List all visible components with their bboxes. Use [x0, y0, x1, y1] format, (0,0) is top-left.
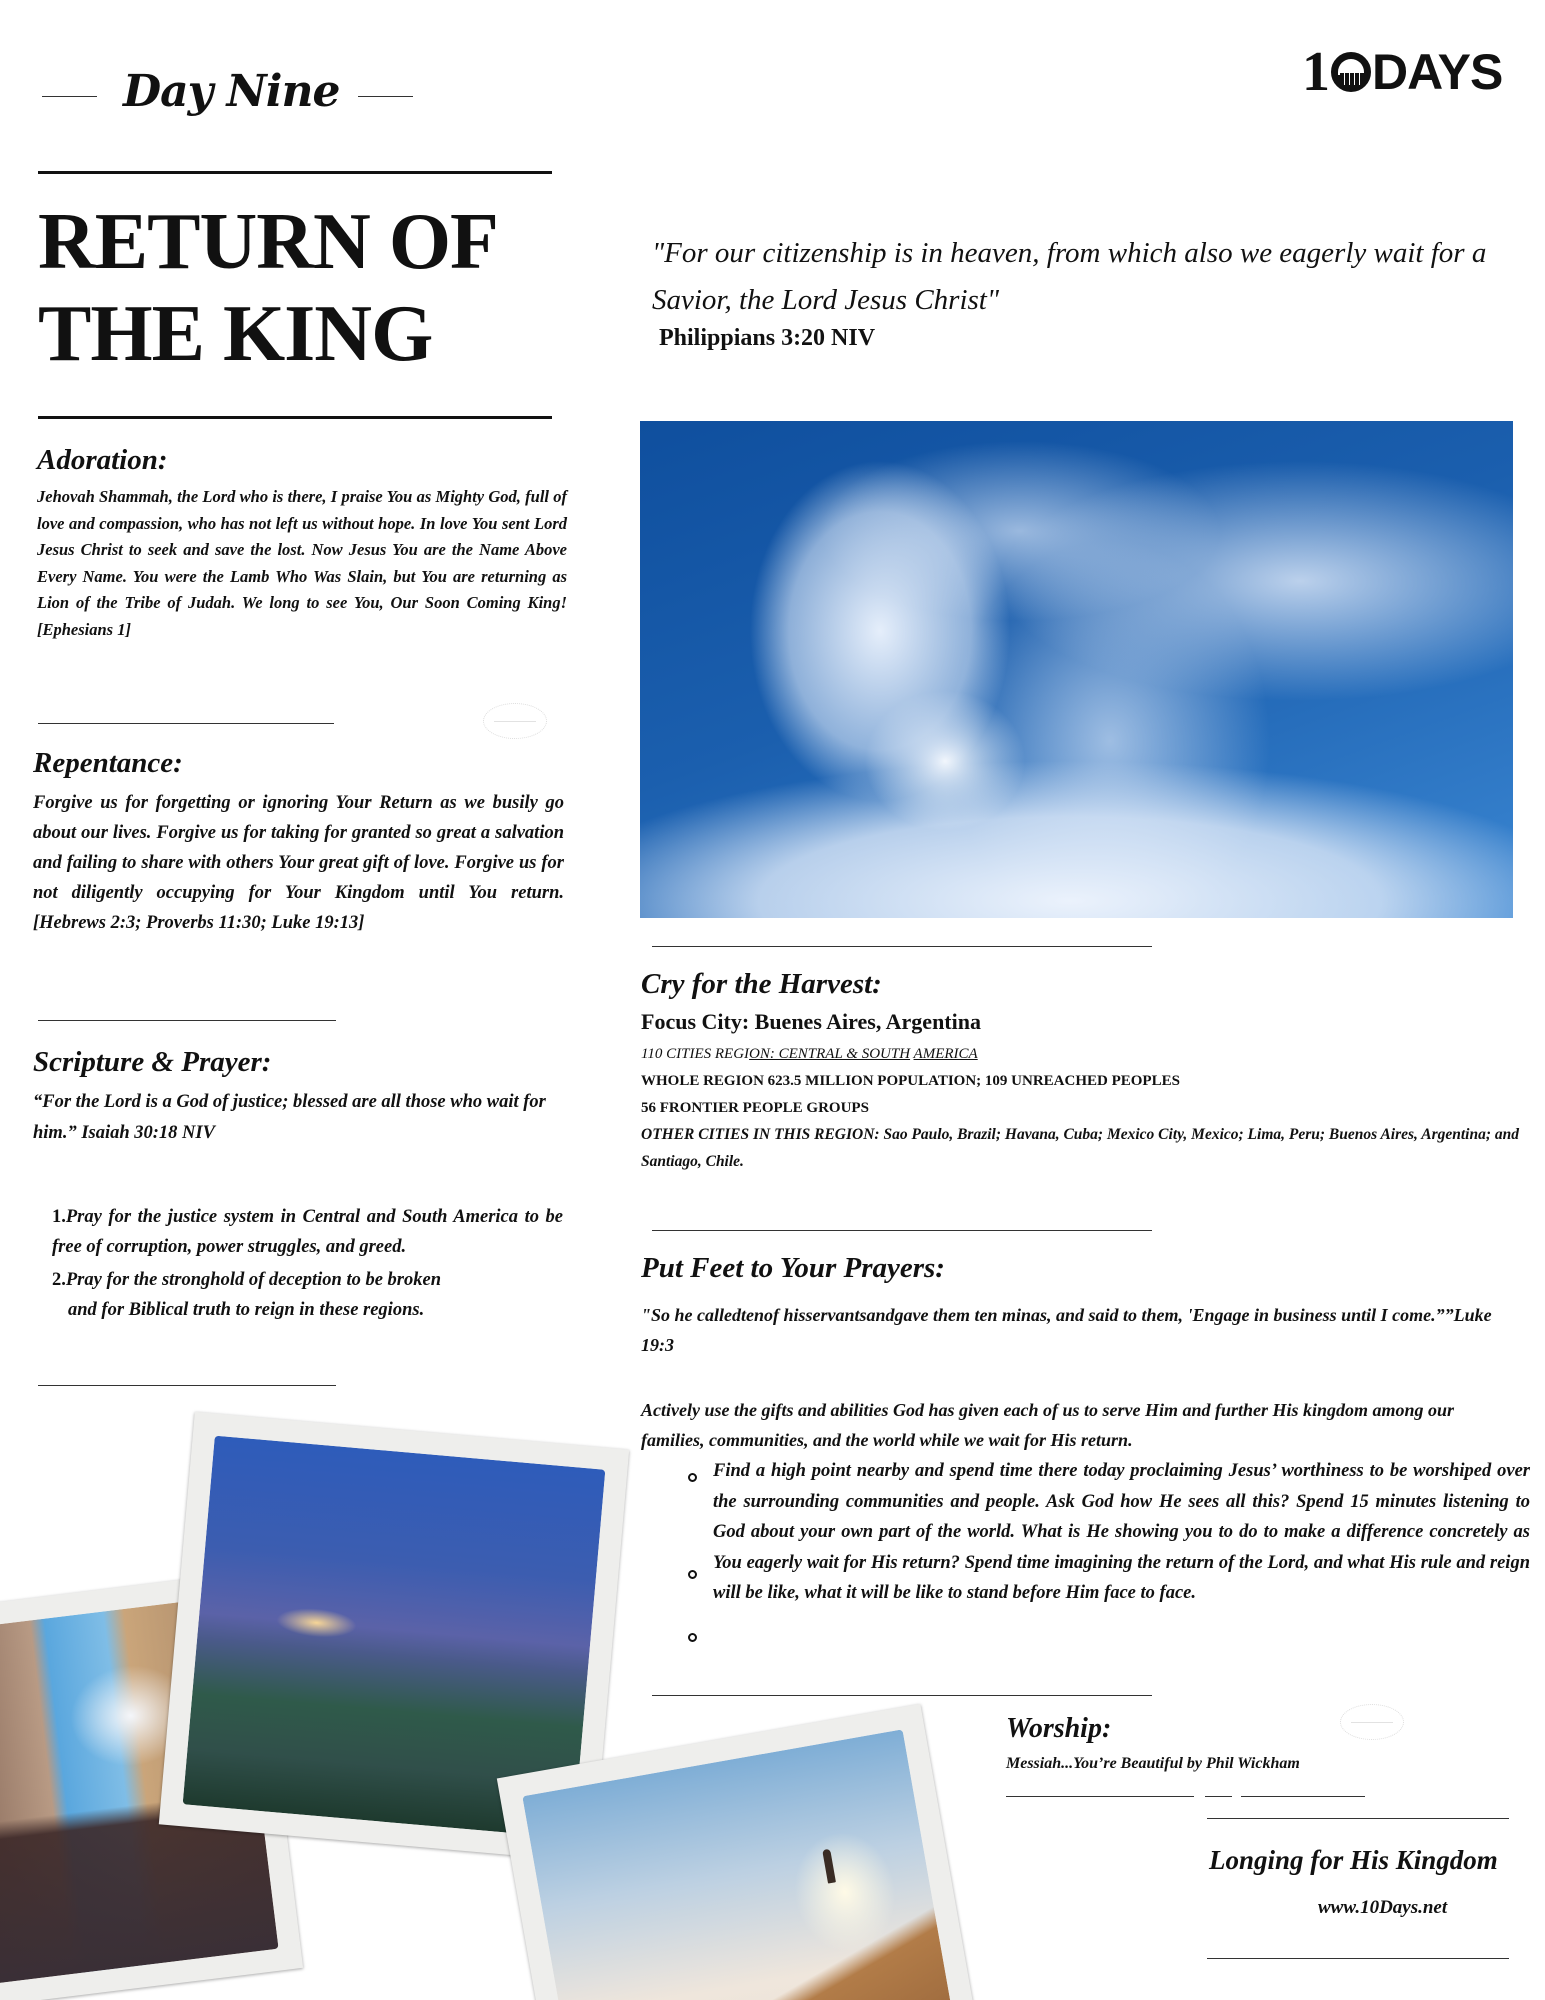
prayer-list: [52, 1202, 563, 1325]
prayer-item: [52, 1265, 563, 1325]
prayer-item-text: Pray for the justice system in Central and South America to be free of corruption, power struggles, and greed.: [52, 1207, 563, 1257]
website-link[interactable]: www.10Days.net: [1318, 1897, 1448, 1918]
mountain-peak-image: [522, 1729, 967, 2000]
page-title-line2: THE KING: [38, 290, 433, 378]
repentance-text: Forgive us for forgetting or ignoring Your Return as we busily go about our lives. Forgive us for taking for granted so great a salvation and failing to share with others Your great gift of love. Forgive us for not diligently occupying for Your Kingdom until You return. [Hebrews 2:3; Proverbs 11:30; Luke 19:13]: [33, 793, 564, 933]
person-silhouette: [822, 1849, 836, 1884]
prayer-item-number: 2.: [52, 1270, 66, 1290]
frontier-line: 56 FRONTIER PEOPLE GROUPS: [641, 1100, 869, 1116]
sunrise-city-icon: [1331, 52, 1371, 92]
harvest-divider-bottom: [652, 1230, 1152, 1231]
feet-heading: Put Feet to Your Prayers:: [641, 1252, 945, 1284]
feet-divider: [652, 1695, 1152, 1696]
harvest-divider-top: [652, 946, 1152, 947]
page-title: [38, 196, 498, 380]
other-cities: OTHER CITIES IN THIS REGION: Sao Paulo, Brazil; Havana, Cuba; Mexico City, Mexico; Lima, Peru; Buenos Aires, Argentina; and Santiago, Chile.: [641, 1126, 1519, 1170]
theme-verse: "For our citizenship is in heaven, from which also we eagerly wait for a Savior, the Lord Jesus Christ": [652, 237, 1487, 316]
scripture-divider: [38, 1385, 336, 1386]
feet-intro: Actively use the gifts and abilities God has given each of us to serve Him and further His kingdom among our families, communities, and the world while we wait for His return.: [641, 1400, 1455, 1450]
page-title-line1: RETURN OF: [38, 198, 498, 286]
adoration-text: Jehovah Shammah, the Lord who is there, I praise You as Mighty God, full of love and compassion, who has not left us without hope. In love You sent Lord Jesus Christ to seek and save the lost. Now Jesus You are the Name Above Every Name. You were the Lamb Who Was Slain, but You are returning as Lion of the Tribe of Judah. We long to see You, Our Soon Coming King! [Ephesians 1]: [37, 487, 567, 639]
feet-quote: "So he calledtenof hisservantsandgave them ten minas, and said to them, 'Engage in business until I come.””Luke 19:3: [641, 1305, 1492, 1355]
focus-city: Focus City: Buenes Aires, Argentina: [641, 1009, 981, 1034]
scripture-verse: “For the Lord is a God of justice; blessed are all those who wait for him.” Isaiah 30:18 NIV: [33, 1092, 546, 1143]
prayer-item: [52, 1202, 563, 1262]
closing-rule-bottom: [1207, 1958, 1509, 1959]
bullet-circle-icon: [688, 1473, 697, 1482]
closing-rule-top: [1207, 1818, 1509, 1819]
repentance-divider: [38, 1020, 336, 1021]
day-dash-right: [358, 96, 413, 97]
day-dash-left: [42, 96, 97, 97]
feet-action-items: Find a high point nearby and spend time there today proclaiming Jesus’ worthiness to be worshiped over the surrounding communities and people. Ask God how He sees all this? Spend 15 minutes listening to God about your own part of the world. What is He showing you to do to make a difference concretely as You eagerly wait for His return? Spend time imagining the return of the Lord, and what His rule and reign will be like, what it will be like to stand before Him face to face.: [713, 1461, 1530, 1603]
logo-numeral: 1: [1302, 41, 1330, 103]
lion-and-lamb-image: [640, 421, 1513, 918]
harvest-heading: Cry for the Harvest:: [641, 968, 882, 1000]
title-rule-top: [38, 171, 552, 174]
worship-song: Messiah...You’re Beautiful by Phil Wickham: [1006, 1755, 1300, 1772]
region-prefix: 110 CITIES REGI: [641, 1046, 750, 1062]
worship-rule-2: [1205, 1796, 1232, 1797]
bullet-circle-icon: [688, 1570, 697, 1579]
faint-seal-icon: [483, 703, 547, 739]
population-line: WHOLE REGION 623.5 MILLION POPULATION; 109 UNREACHED PEOPLES: [641, 1073, 1180, 1089]
region-underlined: ON: CENTRAL & SOUTH: [749, 1046, 911, 1062]
prayer-item-number: 1.: [52, 1207, 66, 1227]
bullet-circle-icon: [688, 1633, 697, 1642]
title-rule-bottom: [38, 416, 552, 419]
logo-wordmark: DAYS: [1372, 44, 1503, 100]
adoration-divider: [38, 723, 334, 724]
region-suffix: AMERICA: [913, 1046, 978, 1062]
worship-rule-3: [1241, 1796, 1365, 1797]
repentance-heading: Repentance:: [33, 747, 183, 779]
prayer-item-text: Pray for the stronghold of deception to be broken: [65, 1270, 442, 1290]
theme-verse-reference: Philippians 3:20 NIV: [659, 325, 876, 351]
day-label: Day Nine: [123, 66, 340, 117]
10days-logo: [1302, 41, 1503, 103]
region-line: [641, 1044, 978, 1064]
worship-heading: Worship:: [1006, 1713, 1112, 1744]
prayer-item-text-continued: and for Biblical truth to reign in these regions.: [68, 1300, 425, 1320]
adoration-heading: Adoration:: [37, 444, 168, 476]
closing-tagline: Longing for His Kingdom: [1209, 1845, 1498, 1875]
faint-seal-icon: [1340, 1704, 1404, 1740]
scripture-prayer-heading: Scripture & Prayer:: [33, 1046, 272, 1078]
worship-rule-1: [1006, 1796, 1194, 1797]
